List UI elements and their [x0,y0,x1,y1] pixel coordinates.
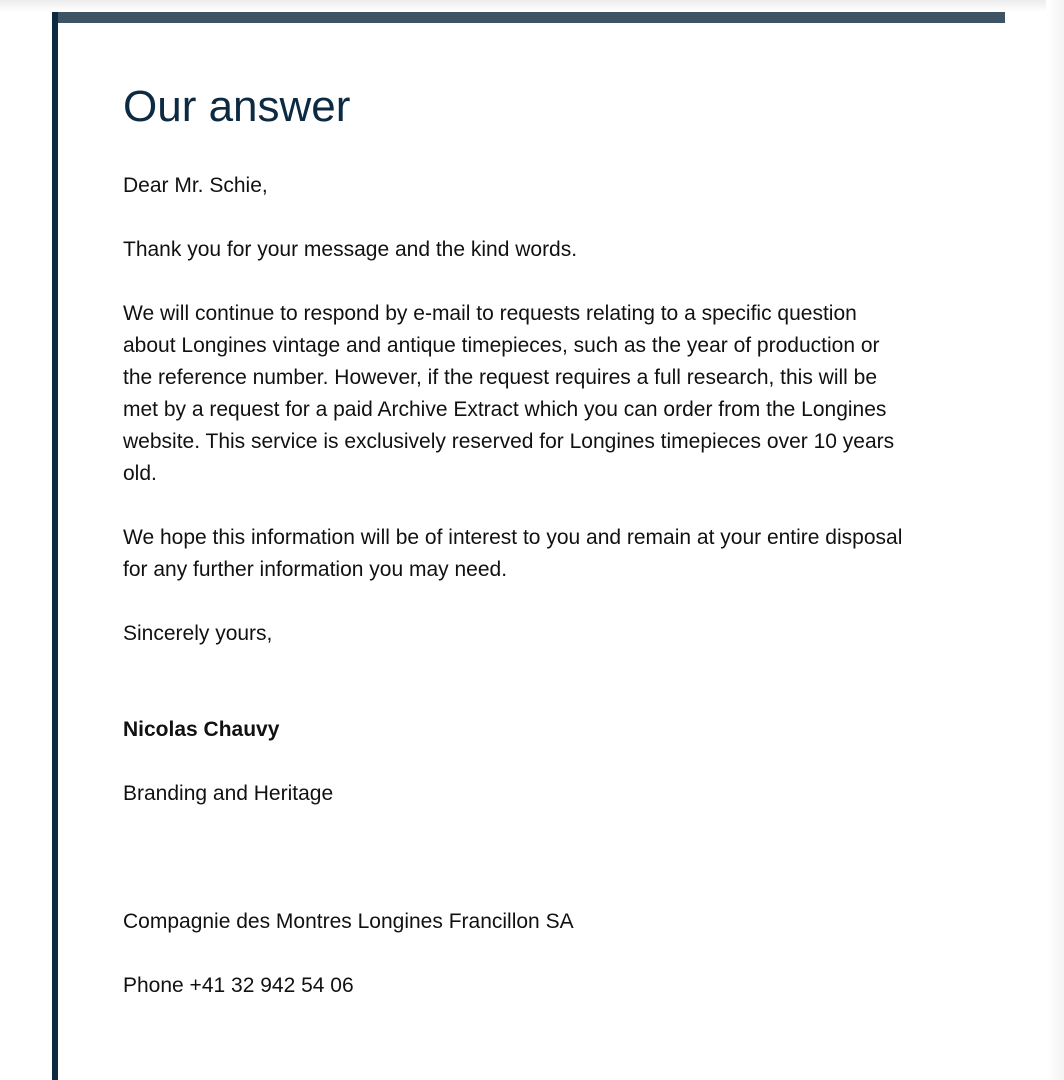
page-right-gutter [1046,0,1064,1080]
closing: Sincerely yours, [123,622,273,645]
page-title: Our answer [123,82,351,131]
phone-number: Phone +41 32 942 54 06 [123,974,354,997]
salutation: Dear Mr. Schie, [123,174,268,197]
body-paragraph-2: We hope this information will be of interest to you and remain at your entire disposal for any further information you may need. [123,526,903,581]
page-top-shadow [0,0,1064,12]
top-accent-bar [52,12,1005,23]
body-paragraph-1: We will continue to respond by e-mail to requests relating to a specific question about Longines vintage and antique timepieces, such as the year of production or the reference number. However, if the request requires a full research, this will be met by a request for a paid Archive Extract which you can order from the Longines website. This service is exclusively reserved for Longines timepieces over 10 years old. [123,302,895,485]
signature-name: Nicolas Chauvy [123,718,280,741]
signature-block [123,682,963,842]
contact-block [123,874,963,1034]
left-accent-bar [52,12,58,1080]
letter-content [123,80,963,1066]
thanks-paragraph: Thank you for your message and the kind words. [123,238,578,261]
company-name: Compagnie des Montres Longines Francillon SA [123,910,574,933]
signature-department: Branding and Heritage [123,782,334,805]
